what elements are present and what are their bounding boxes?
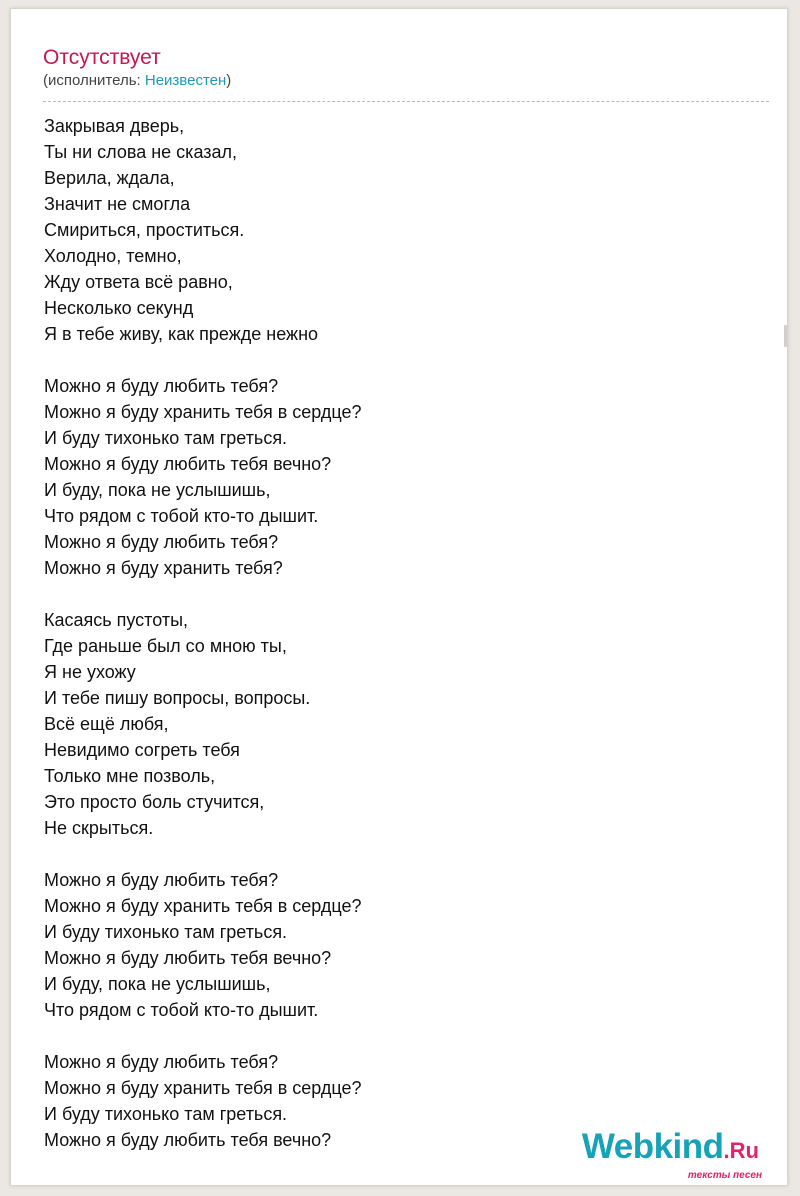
- lyric-line: Можно я буду любить тебя вечно?: [44, 454, 332, 474]
- logo-name: Webkind: [581, 1127, 724, 1166]
- lyric-line: Можно я буду любить тебя вечно?: [44, 1130, 332, 1150]
- lyric-line: Только мне позволь,: [44, 766, 216, 786]
- lyric-line: И тебе пишу вопросы, вопросы.: [44, 688, 311, 708]
- lyric-line: Можно я буду любить тебя?: [44, 1052, 279, 1072]
- lyric-line: Можно я буду хранить тебя?: [44, 558, 283, 578]
- lyric-line: Можно я буду любить тебя?: [44, 376, 279, 396]
- performer-link[interactable]: Неизвестен: [144, 72, 227, 89]
- lyric-line: Можно я буду хранить тебя в сердце?: [44, 896, 362, 916]
- stanza: [44, 607, 362, 841]
- lyric-line: И буду тихонько там греться.: [44, 428, 288, 448]
- lyric-line: Ты ни слова не сказал,: [44, 142, 238, 162]
- lyric-line: Можно я буду хранить тебя в сердце?: [44, 1078, 362, 1098]
- lyric-line: Можно я буду хранить тебя в сердце?: [44, 402, 362, 422]
- lyric-line: Можно я буду любить тебя вечно?: [44, 948, 332, 968]
- lyric-line: Что рядом с тобой кто-то дышит.: [44, 1000, 319, 1020]
- lyric-line: И буду, пока не услышишь,: [44, 974, 271, 994]
- logo-tagline: тексты песен: [687, 1170, 762, 1181]
- logo-tld: .Ru: [723, 1138, 759, 1163]
- lyric-line: Не скрыться.: [44, 818, 154, 838]
- header-divider: [43, 101, 769, 102]
- lyric-line: Всё ещё любя,: [44, 714, 169, 734]
- site-logo[interactable]: [581, 1127, 759, 1168]
- lyric-line: Жду ответа всё равно,: [44, 272, 233, 292]
- stanza: [44, 373, 362, 581]
- lyric-line: Я не ухожу: [44, 662, 136, 682]
- lyric-line: Невидимо согреть тебя: [44, 740, 240, 760]
- stanza: [44, 1049, 362, 1153]
- lyric-line: Можно я буду любить тебя?: [44, 870, 279, 890]
- stanza: [44, 867, 362, 1023]
- lyric-line: И буду, пока не услышишь,: [44, 480, 271, 500]
- lyric-line: Значит не смогла: [44, 194, 191, 214]
- lyric-line: Холодно, темно,: [44, 246, 182, 266]
- performer-suffix: ): [226, 72, 232, 89]
- lyric-line: Я в тебе живу, как прежде нежно: [44, 324, 319, 344]
- lyric-line: Смириться, проститься.: [44, 220, 245, 240]
- performer-prefix: (исполнитель:: [43, 72, 145, 89]
- lyric-line: Верила, ждала,: [44, 168, 175, 188]
- logo-wordmark: [581, 1127, 759, 1168]
- lyric-line: Несколько секунд: [44, 298, 194, 318]
- stanza: [44, 113, 362, 347]
- performer-line: [43, 71, 769, 91]
- lyric-line: Что рядом с тобой кто-то дышит.: [44, 506, 319, 526]
- lyrics-body: [44, 113, 362, 1179]
- lyric-line: Это просто боль стучится,: [44, 792, 265, 812]
- lyric-line: Закрывая дверь,: [44, 116, 185, 136]
- lyrics-page: [10, 8, 788, 1186]
- lyric-line: Можно я буду любить тебя?: [44, 532, 279, 552]
- lyric-line: Касаясь пустоты,: [44, 610, 189, 630]
- lyric-line: Где раньше был со мною ты,: [44, 636, 287, 656]
- song-header: [43, 46, 769, 91]
- lyric-line: И буду тихонько там греться.: [44, 1104, 288, 1124]
- lyric-line: И буду тихонько там греться.: [44, 922, 288, 942]
- scroll-edge-mark: [784, 325, 787, 347]
- song-title: Отсутствует: [43, 46, 161, 69]
